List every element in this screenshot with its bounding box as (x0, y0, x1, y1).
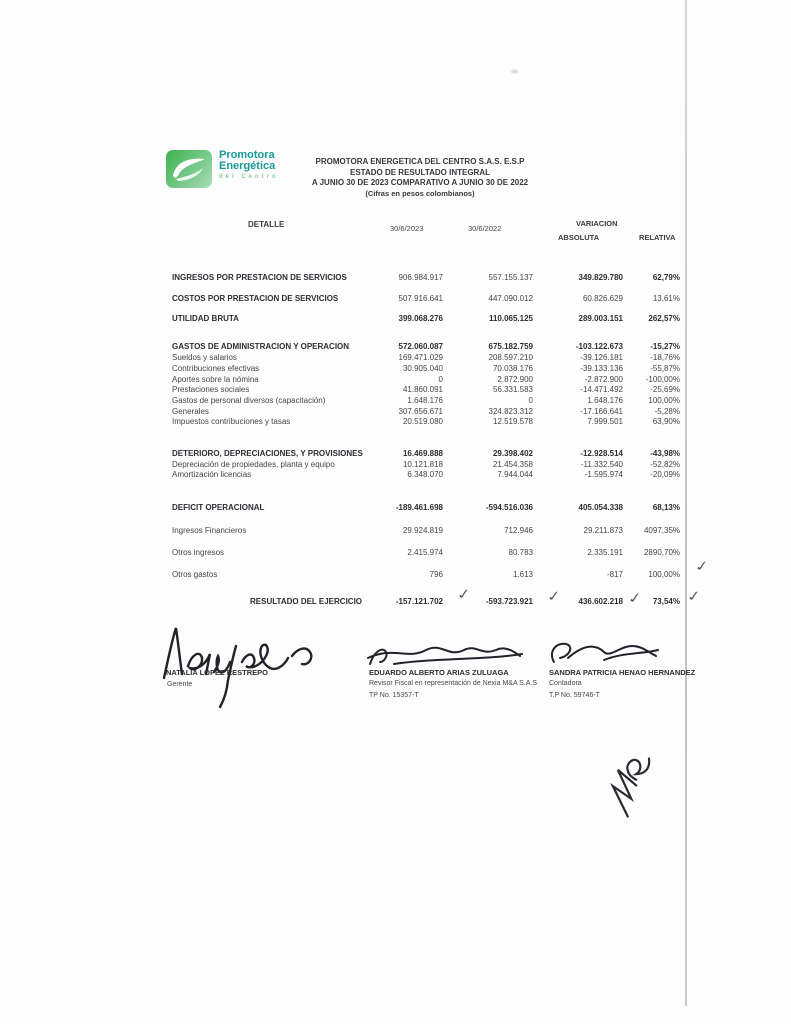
cell-v2023: -189.461.698 (395, 503, 443, 512)
cell-v2023: 507.916.641 (398, 294, 443, 303)
cell-label: Otros gastos (172, 570, 218, 579)
cell-label: GASTOS DE ADMINISTRACION Y OPERACION (172, 342, 350, 351)
cell-v2022: 557.155.137 (488, 273, 533, 282)
cell-rel: -52,82% (650, 460, 680, 469)
cell-rel: -43,98% (650, 449, 680, 458)
cell-rel: -18,76% (650, 353, 680, 362)
cell-abs: 349.829.780 (578, 273, 623, 282)
handwritten-checkmark-icon: ✓ (685, 587, 704, 605)
signer-tp-number: T.P No. 59746-T (549, 692, 600, 699)
cell-rel: -25,69% (650, 385, 680, 394)
table-row (0, 548, 791, 559)
cell-label: Amortización licencias (172, 470, 252, 479)
cell-abs: 60.826.629 (582, 294, 623, 303)
column-header-2023: 30/6/2023 (390, 224, 424, 233)
cell-label: UTILIDAD BRUTA (172, 314, 239, 323)
table-row (0, 294, 791, 305)
statement-title: ESTADO DE RESULTADO INTEGRAL (350, 167, 490, 177)
cell-rel: -20,09% (650, 470, 680, 479)
table-row (0, 570, 791, 581)
cell-v2023: 20.519.080 (402, 417, 443, 426)
cell-v2023: 2.415.974 (407, 548, 443, 557)
cell-abs: -39.133.136 (580, 364, 623, 373)
logo-name-line2: Energética (219, 160, 276, 172)
cell-abs: 289.003.151 (578, 314, 623, 323)
cell-label: COSTOS POR PRESTACION DE SERVICIOS (172, 294, 339, 303)
cell-label: DETERIORO, DEPRECIACIONES, Y PROVISIONES (172, 449, 363, 458)
signer-role: Gerente (167, 681, 193, 688)
cell-abs: -39.126.181 (580, 353, 623, 362)
cell-v2023: 10.121.818 (402, 460, 443, 469)
column-header-detalle: DETALLE (248, 220, 285, 229)
cell-label: Depreciación de propiedades, planta y equipo (172, 460, 335, 469)
table-row (0, 470, 791, 481)
column-header-variacion: VARIACION (576, 219, 618, 228)
signature-stroke-gerente (158, 616, 323, 711)
cell-v2023: 0 (438, 375, 443, 384)
cell-abs: -1.595.974 (584, 470, 623, 479)
cell-abs: 29.211.873 (583, 526, 623, 535)
cell-abs: 436.602.218 (578, 597, 623, 606)
cell-v2022: 208.597.210 (488, 353, 533, 362)
cell-rel: -100,00% (645, 375, 680, 384)
signature-stroke-contadora (544, 636, 664, 670)
cell-label: Ingresos Financieros (172, 526, 247, 535)
cell-abs: -11.332.540 (580, 460, 623, 469)
cell-label: Impuestos contribuciones y tasas (172, 417, 291, 426)
logo-name-line1: Promotora (219, 149, 275, 161)
cell-v2022: 447.090.012 (488, 294, 533, 303)
cell-label: RESULTADO DEL EJERCICIO (250, 597, 363, 606)
cell-abs: -17.166.641 (580, 407, 623, 416)
column-header-relativa: RELATIVA (639, 233, 676, 242)
cell-v2022: 0 (528, 396, 533, 405)
cell-v2022: 712.946 (504, 526, 533, 535)
cell-label: Generales (172, 407, 209, 416)
table-row (0, 449, 791, 460)
cell-v2023: 399.068.276 (398, 314, 443, 323)
cell-label: INGRESOS POR PRESTACION DE SERVICIOS (172, 273, 347, 282)
cell-v2022: 675.182.759 (488, 342, 533, 351)
table-row (0, 417, 791, 428)
cell-rel: 63,90% (652, 417, 680, 426)
cell-abs: 7.999.501 (587, 417, 623, 426)
cell-abs: 2.335.191 (587, 548, 623, 557)
table-row (0, 385, 791, 396)
cell-v2023: 41.860.091 (402, 385, 443, 394)
period-line: A JUNIO 30 DE 2023 COMPARATIVO A JUNIO 30 DE 2022 (311, 178, 529, 187)
cell-v2022: -594.516.036 (485, 503, 533, 512)
cell-rel: 68,13% (652, 503, 680, 512)
table-row (0, 314, 791, 325)
signer-role: Revisor Fiscal en representación de Nexia M&A S.A.S (369, 680, 538, 687)
handwritten-checkmark-icon: ✓ (455, 585, 474, 603)
cell-v2022: -593.723.921 (485, 597, 533, 606)
cell-abs: -2.872.900 (584, 375, 623, 384)
cell-v2023: 1.648.176 (407, 396, 443, 405)
cell-v2022: 7.944.044 (497, 470, 533, 479)
cell-rel: 100,00% (648, 396, 680, 405)
cell-v2022: 80.783 (508, 548, 533, 557)
table-row (0, 597, 791, 608)
cell-abs: -817 (606, 570, 623, 579)
cell-abs: -103.122.673 (575, 342, 623, 351)
cell-label: DEFICIT OPERACIONAL (172, 503, 265, 512)
cell-abs: 405.054.338 (578, 503, 623, 512)
signer-name: SANDRA PATRICIA HENAO HERNANDEZ (549, 668, 696, 677)
table-row (0, 273, 791, 284)
logo-name-line3: del Centro (219, 174, 279, 180)
table-row (0, 364, 791, 375)
cell-v2023: 572.060.087 (398, 342, 443, 351)
cell-abs: -12.928.514 (580, 449, 623, 458)
table-row (0, 353, 791, 364)
signer-role: Contadora (549, 680, 582, 687)
cell-label: Gastos de personal diversos (capacitación) (172, 396, 326, 405)
cell-v2022: 21.454.358 (492, 460, 533, 469)
cell-rel: 4097,35% (643, 526, 680, 535)
cell-v2023: 29.924.819 (402, 526, 443, 535)
cell-rel: -15,27% (650, 342, 680, 351)
cell-label: Contribuciones efectivas (172, 364, 260, 373)
table-row (0, 526, 791, 537)
cell-v2022: 29.398.402 (492, 449, 533, 458)
cell-rel: 2890,70% (643, 548, 680, 557)
cell-v2022: 12.519.578 (492, 417, 533, 426)
handwritten-checkmark-icon: ✓ (545, 587, 564, 605)
cell-rel: 262,57% (648, 314, 680, 323)
cell-label: Aportes sobre la nómina (172, 375, 259, 384)
cell-v2022: 1.613 (512, 570, 533, 579)
cell-v2022: 70.038.176 (492, 364, 533, 373)
cell-v2023: 796 (429, 570, 443, 579)
cell-rel: 62,79% (652, 273, 680, 282)
company-name: PROMOTORA ENERGETICA DEL CENTRO S.A.S. E.S.P (315, 157, 525, 166)
handwritten-checkmark-icon: ✓ (693, 557, 712, 575)
cell-label: Otros ingresos (172, 548, 225, 557)
cell-rel: 73,54% (652, 597, 680, 606)
column-header-2022: 30/6/2022 (468, 224, 502, 233)
cell-v2022: 2.872.900 (497, 375, 533, 384)
cell-rel: 13,61% (652, 294, 680, 303)
table-row (0, 342, 791, 353)
cell-rel: 100,00% (648, 570, 680, 579)
signer-name: NATALIA LOPEZ RESTREPO (166, 668, 268, 677)
cell-abs: 1.648.176 (587, 396, 623, 405)
cell-v2022: 110.065.125 (488, 314, 533, 323)
handwritten-checkmark-icon: ✓ (626, 589, 645, 607)
cell-rel: -5,28% (654, 407, 680, 416)
cell-v2023: 906.984.917 (398, 273, 443, 282)
cell-v2022: 324.823.312 (488, 407, 533, 416)
cell-abs: -14.471.492 (580, 385, 623, 394)
column-header-absoluta: ABSOLUTA (558, 233, 600, 242)
cell-v2022: 56.331.583 (492, 385, 533, 394)
cell-v2023: 6.348.070 (407, 470, 443, 479)
table-row (0, 503, 791, 514)
cell-v2023: 16.469.888 (402, 449, 443, 458)
handwritten-initials (592, 742, 672, 827)
signer-name: EDUARDO ALBERTO ARIAS ZULUAGA (369, 668, 509, 677)
cell-label: Sueldos y salarios (172, 353, 237, 362)
cell-v2023: 307.656.671 (398, 407, 443, 416)
table-row (0, 396, 791, 407)
cell-label: Prestaciones sociales (172, 385, 250, 394)
cell-v2023: 30.905.040 (402, 364, 443, 373)
currency-note: (Cifras en pesos colombianos) (365, 188, 475, 198)
cell-rel: -55,87% (650, 364, 680, 373)
cell-v2023: 169.471.029 (398, 353, 443, 362)
signer-tp-number: TP No. 15357-T (369, 692, 419, 699)
cell-v2023: -157.121.702 (395, 597, 443, 606)
